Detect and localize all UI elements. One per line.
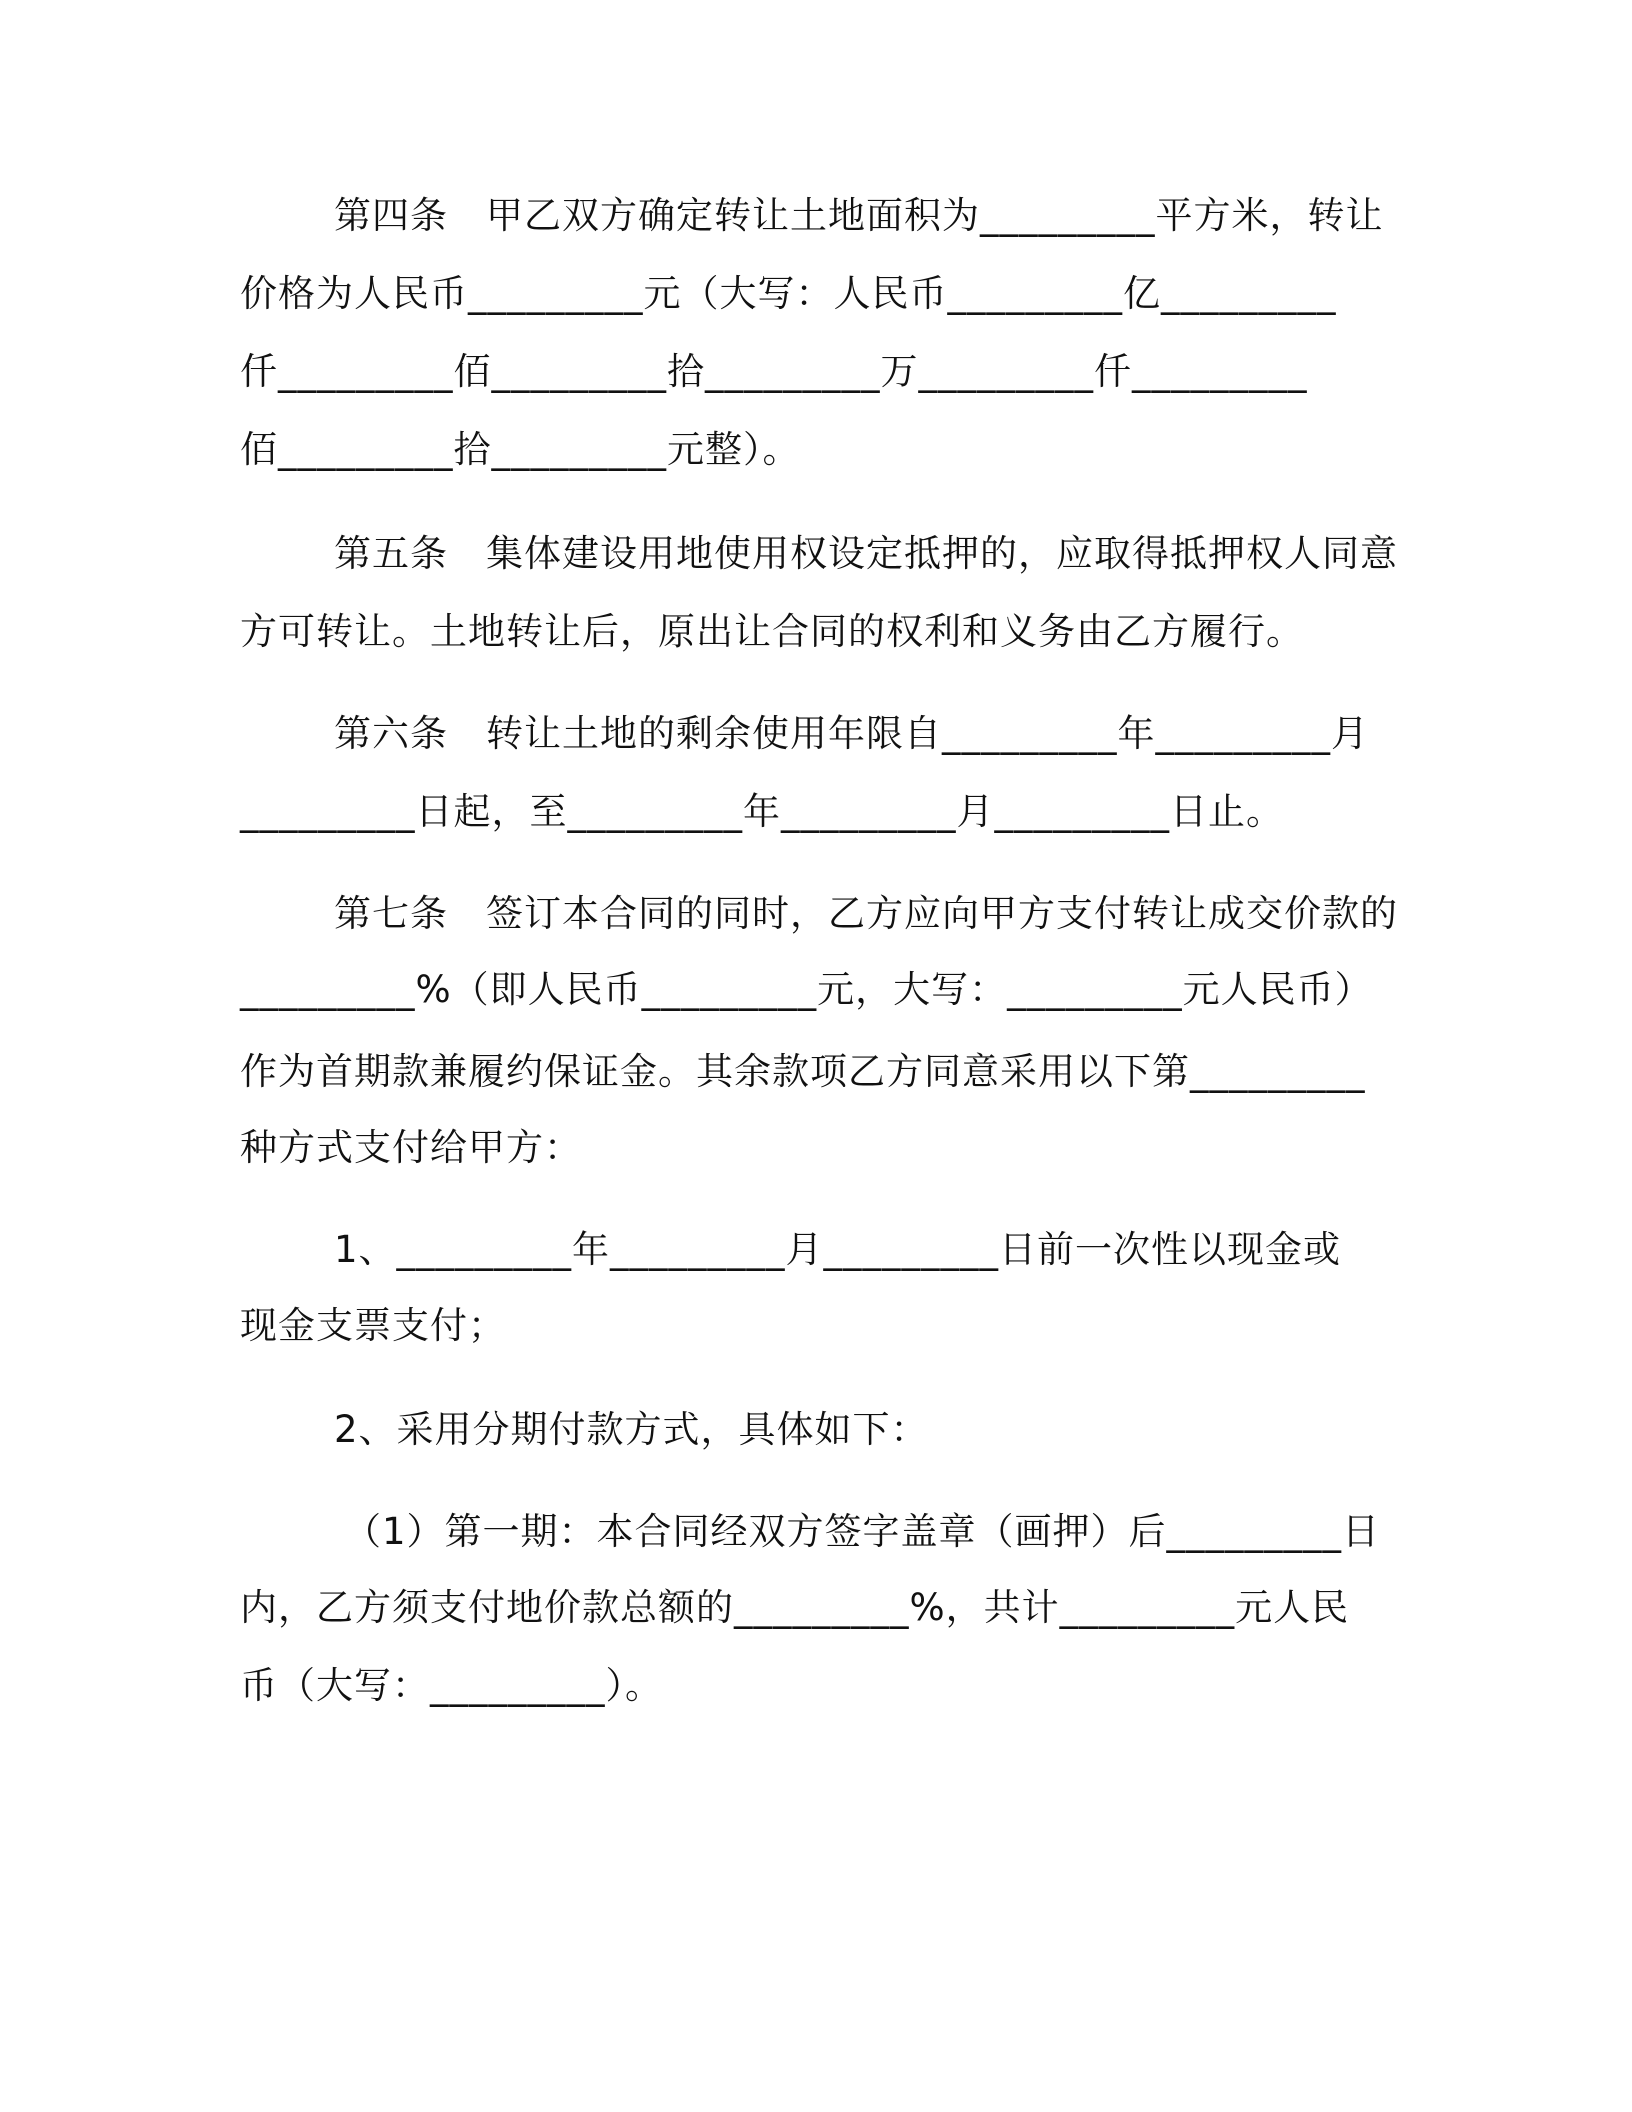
article-7-line-2: _________%（即人民币_________元，大写：_________元人民币） [240, 968, 1373, 1011]
article-7-line-3: 作为首期款兼履约保证金。其余款项乙方同意采用以下第_________ [240, 1050, 1366, 1093]
payment-option-1-line-2: 现金支票支付； [240, 1304, 506, 1347]
article-4-line-1: 第四条 甲乙双方确定转让土地面积为_________平方米，转让 [334, 194, 1384, 237]
article-7-line-1: 第七条 签订本合同的同时，乙方应向甲方支付转让成交价款的 [334, 892, 1398, 935]
article-4-line-2: 价格为人民币_________元（大写：人民币_________亿_________ [240, 272, 1337, 315]
article-7-line-4: 种方式支付给甲方： [240, 1126, 582, 1169]
article-4-line-3: 仟_________佰_________拾_________万_________仟_________ [240, 350, 1308, 393]
payment-option-2-line: 2、采用分期付款方式，具体如下： [334, 1408, 929, 1451]
installment-1-line-2: 内，乙方须支付地价款总额的_________%，共计_________元人民 [240, 1586, 1350, 1629]
installment-1-line-3: 币（大写：_________）。 [240, 1664, 663, 1707]
article-5-line-1: 第五条 集体建设用地使用权设定抵押的，应取得抵押权人同意 [334, 532, 1398, 575]
article-5-line-2: 方可转让。土地转让后，原出让合同的权利和义务由乙方履行。 [240, 610, 1304, 653]
article-6-line-2: _________日起，至_________年_________月_________日止。 [240, 790, 1284, 833]
installment-1-line-1: （1）第一期：本合同经双方签字盖章（画押）后_________日 [344, 1510, 1381, 1553]
article-4-line-4: 佰_________拾_________元整）。 [240, 428, 801, 471]
payment-option-1-line-1: 1、_________年_________月_________日前一次性以现金或 [334, 1228, 1342, 1271]
article-6-line-1: 第六条 转让土地的剩余使用年限自_________年_________月 [334, 712, 1369, 755]
